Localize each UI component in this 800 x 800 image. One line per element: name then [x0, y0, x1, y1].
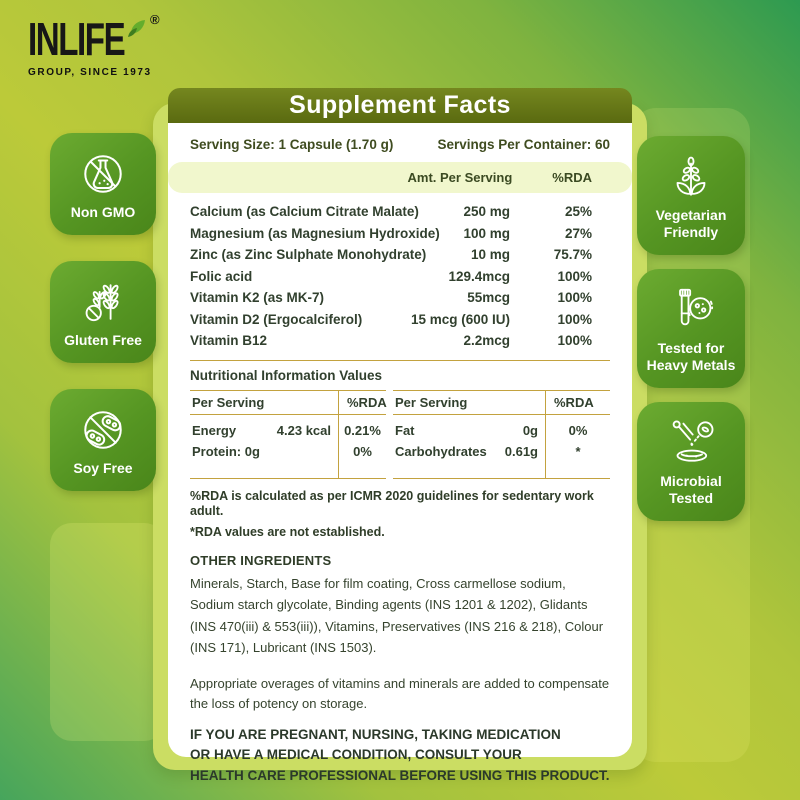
brand-name: INLIFE [28, 13, 125, 65]
nutrition-table-right [393, 390, 610, 479]
badge-microbial-tested [637, 402, 745, 521]
nutrition-tables [190, 390, 610, 479]
supplement-facts-titlebar [168, 88, 632, 123]
nutrient-row [190, 333, 610, 348]
gluten-free-icon [76, 275, 130, 329]
pregnancy-warning [190, 725, 610, 786]
brand-logo-row [28, 14, 162, 66]
warning-line: IF YOU ARE PREGNANT, NURSING, TAKING MEDICATION [190, 727, 561, 743]
badge-tested-heavy-metals [637, 269, 745, 388]
nutrient-name: Vitamin K2 (as MK-7) [190, 290, 325, 305]
nutrition-values-title: Nutritional Information Values [190, 368, 383, 383]
badge-label: Soy Free [73, 460, 133, 476]
nutrient-list [190, 204, 610, 348]
registered-mark: ® [150, 12, 160, 27]
cell-name: Protein: 0g [192, 444, 260, 459]
table-header-per-serving: Per Serving [190, 391, 338, 415]
non-gmo-icon [76, 147, 130, 201]
cell-name: Carbohydrates [395, 444, 487, 459]
nutrient-rda: 100% [557, 268, 592, 284]
table-body-rda [545, 415, 610, 478]
soy-free-icon [76, 403, 130, 457]
other-ingredients-title: OTHER INGREDIENTS [190, 552, 332, 568]
heavy-metals-tested-icon [664, 283, 718, 337]
nutrient-amount: 100 mg [463, 225, 510, 241]
nutrient-amount: 129.4mcg [448, 268, 510, 284]
nutrient-name: Calcium (as Calcium Citrate Malate) [190, 204, 419, 219]
table-header-per-serving: Per Serving [393, 391, 545, 415]
cell-rda: * [575, 444, 581, 459]
cell-rda: 0.21% [344, 423, 381, 438]
nutrient-amount: 15 mcg (600 IU) [410, 311, 510, 327]
table-header-rda: %RDA [545, 391, 610, 415]
warning-line: HEALTH CARE PROFESSIONAL BEFORE USING THIS PRODUCT. [190, 767, 610, 783]
badge-vegetarian-friendly [637, 136, 745, 255]
leaf-icon [122, 10, 152, 40]
badge-gluten-free [50, 261, 156, 363]
supplement-facts-panel [168, 123, 632, 783]
badge-soy-free [50, 389, 156, 491]
nutrition-table-left [190, 390, 386, 479]
serving-row [190, 137, 610, 152]
nutrient-rda: 27% [564, 225, 592, 241]
cell-rda: 0% [568, 423, 588, 438]
table-row [192, 441, 338, 462]
badge-label: Gluten Free [64, 332, 142, 348]
nutrient-name: Folic acid [190, 268, 253, 284]
nutrient-amount: 10 mg [470, 247, 510, 262]
rda-footnote: %RDA is calculated as per ICMR 2020 guidelines for sedentary work adult. [190, 489, 594, 519]
cell-value: 4.23 kcal [276, 423, 331, 438]
badge-non-gmo [50, 133, 156, 235]
table-body-rda [338, 415, 386, 478]
overages-note: Appropriate overages of vitamins and minerals are added to compensate the loss of potency on storage. [190, 676, 610, 711]
amt-per-serving-header: Amt. Per Serving [407, 170, 513, 185]
servings-per-container: Servings Per Container: 60 [437, 137, 610, 152]
cell-value: 0g [522, 423, 538, 438]
nutrient-row [190, 247, 610, 262]
divider [190, 360, 610, 361]
serving-size: Serving Size: 1 Capsule (1.70 g) [190, 137, 394, 152]
asterisk-footnote: *RDA values are not established. [190, 524, 385, 539]
warning-line: OR HAVE A MEDICAL CONDITION, CONSULT YOUR [190, 747, 522, 763]
vegetarian-friendly-icon [664, 150, 718, 204]
nutrient-amount: 55mcg [467, 290, 510, 305]
nutrient-row [190, 312, 610, 327]
cell-value: 0.61g [504, 444, 538, 459]
badge-label: Tested for Heavy Metals [646, 340, 736, 373]
badge-label: Microbial Tested [660, 473, 722, 506]
nutrient-rda: 25% [564, 204, 592, 219]
table-row [395, 441, 545, 462]
badge-label: Vegetarian Friendly [655, 207, 727, 240]
panel-title: Supplement Facts [289, 91, 511, 119]
nutrient-amount: 250 mg [463, 204, 510, 219]
nutrient-name: Vitamin D2 (Ergocalciferol) [190, 311, 363, 327]
cell-name: Energy [192, 423, 237, 438]
nutrient-rda: 100% [557, 290, 592, 305]
table-row [395, 420, 545, 441]
nutrient-row [190, 226, 610, 241]
microbial-tested-icon [664, 416, 718, 470]
nutrient-name: Vitamin B12 [190, 333, 268, 348]
nutrient-row [190, 290, 610, 305]
cell-rda: 0% [353, 444, 372, 459]
table-body-values [393, 415, 545, 478]
rda-header: %RDA [552, 170, 592, 185]
background-accent-left [50, 523, 166, 741]
brand-tagline: GROUP, SINCE 1973 [28, 67, 152, 78]
nutrient-row [190, 204, 610, 219]
nutrient-name: Magnesium (as Magnesium Hydroxide) [190, 225, 440, 241]
badge-column-right [637, 136, 745, 521]
cell-name: Fat [395, 423, 415, 438]
badge-column-left [50, 133, 156, 491]
nutrient-rda: 75.7% [553, 247, 592, 262]
table-header-rda: %RDA [338, 391, 386, 415]
table-body-values [190, 415, 338, 478]
nutrient-row [190, 269, 610, 284]
nutrient-name: Zinc (as Zinc Sulphate Monohydrate) [190, 247, 427, 262]
nutrient-rda: 100% [557, 333, 592, 348]
table-row [192, 420, 338, 441]
brand-logo [28, 14, 162, 78]
amount-header-band [168, 162, 632, 193]
nutrient-rda: 100% [557, 311, 592, 327]
badge-label: Non GMO [70, 204, 136, 220]
nutrient-amount: 2.2mcg [463, 333, 510, 348]
other-ingredients-text: Minerals, Starch, Base for film coating, Cross carmellose sodium, Sodium starch glycolate, Binding agents (INS 1201 & 1202), Glidants (INS 470(iii) & 553(iii)), Vitamins, Preservatives (INS 216 & 218), Colour (INS 171), Lubricant (INS 1503). [190, 575, 604, 656]
